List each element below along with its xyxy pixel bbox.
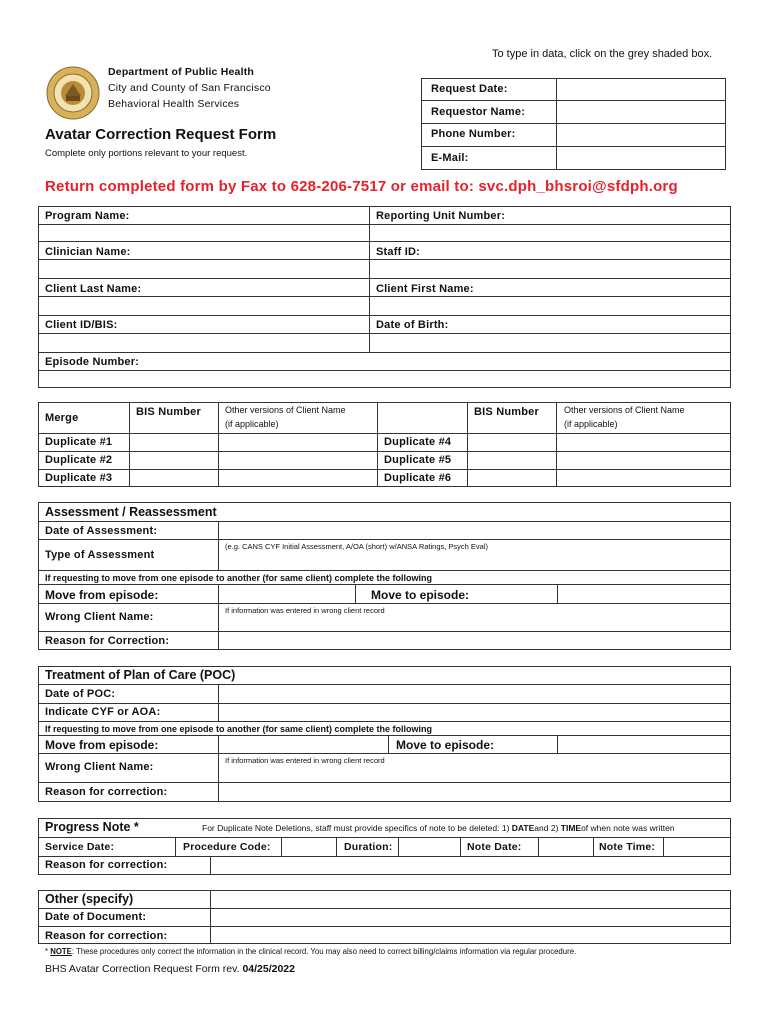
assessment-wrong-client-label: Wrong Client Name: <box>45 611 154 623</box>
poc-move-to-field[interactable] <box>559 737 729 752</box>
city-seal-logo <box>46 66 100 120</box>
assessment-move-from-field[interactable] <box>220 586 354 602</box>
other-date-field[interactable] <box>212 910 729 925</box>
other-specify-field[interactable] <box>212 892 729 907</box>
assessment-type-hint: (e.g. CANS CYF Initial Assessment, A/OA (short) w/ANSA Ratings, Psych Eval) <box>225 542 489 551</box>
poc-reason-field[interactable] <box>220 784 729 801</box>
note-date-field[interactable] <box>539 839 592 855</box>
poc-date-label: Date of POC: <box>45 688 116 700</box>
assessment-wrong-hint: If information was entered in wrong client record <box>225 606 385 615</box>
program-name-label: Program Name: <box>45 210 130 222</box>
duplicate-3-label: Duplicate #3 <box>45 472 113 484</box>
duplicate-1-label: Duplicate #1 <box>45 436 113 448</box>
procedure-code-label: Procedure Code: <box>183 841 271 853</box>
email-label: E-Mail: <box>431 152 469 164</box>
client-last-name-label: Client Last Name: <box>45 283 142 295</box>
note-time-label: Note Time: <box>599 841 656 853</box>
date-of-birth-label: Date of Birth: <box>376 319 449 331</box>
duration-label: Duration: <box>344 841 393 853</box>
requestor-name-field[interactable] <box>558 102 724 122</box>
if-applicable-right: (if applicable) <box>564 419 618 429</box>
dept-line-2: City and County of San Francisco <box>108 82 271 94</box>
progress-reason-label: Reason for correction: <box>45 859 168 871</box>
clinician-name-label: Clinician Name: <box>45 246 131 258</box>
duplicate-2-label: Duplicate #2 <box>45 454 113 466</box>
footnote: * NOTE: These procedures only correct the information in the clinical record. You may also need to correct billing/claims information via regular procedure. <box>45 947 577 956</box>
service-date-field[interactable] <box>128 839 174 855</box>
note-date-label: Note Date: <box>467 841 522 853</box>
assessment-type-label: Type of Assessment <box>45 549 155 561</box>
other-date-label: Date of Document: <box>45 911 147 923</box>
poc-wrong-hint: If information was entered in wrong client record <box>225 756 385 765</box>
date-of-birth-field[interactable] <box>371 335 729 351</box>
progress-note-instruction: For Duplicate Note Deletions, staff must provide specifics of note to be deleted: 1) DATEand 2) TIMEof when note was written <box>202 823 675 833</box>
duration-field[interactable] <box>399 839 459 855</box>
assessment-date-label: Date of Assessment: <box>45 525 158 537</box>
dept-line-1: Department of Public Health <box>108 66 255 78</box>
return-instructions: Return completed form by Fax to 628-206-7517 or email to: svc.dph_bhsroi@sfdph.org <box>45 178 678 195</box>
poc-date-field[interactable] <box>220 686 729 702</box>
if-applicable-left: (if applicable) <box>225 419 279 429</box>
requestor-name-label: Requestor Name: <box>431 106 526 118</box>
request-date-field[interactable] <box>558 80 724 99</box>
phone-number-field[interactable] <box>558 125 724 145</box>
assessment-reason-field[interactable] <box>220 633 729 649</box>
merge-label: Merge <box>45 412 79 424</box>
note-time-field[interactable] <box>664 839 729 855</box>
poc-reason-label: Reason for correction: <box>45 786 168 798</box>
service-date-label: Service Date: <box>45 841 115 853</box>
progress-note-heading: Progress Note * <box>45 820 139 834</box>
client-first-name-label: Client First Name: <box>376 283 474 295</box>
form-title: Avatar Correction Request Form <box>45 126 277 143</box>
other-reason-field[interactable] <box>212 928 729 943</box>
other-heading: Other (specify) <box>45 892 134 906</box>
assessment-move-to-label: Move to episode: <box>371 588 470 602</box>
assessment-move-to-field[interactable] <box>559 586 729 602</box>
progress-reason-field[interactable] <box>212 858 729 874</box>
poc-wrong-client-label: Wrong Client Name: <box>45 761 154 773</box>
poc-indicate-label: Indicate CYF or AOA: <box>45 706 161 718</box>
client-id-field[interactable] <box>40 335 368 351</box>
client-first-name-field[interactable] <box>371 298 729 314</box>
poc-move-from-label: Move from episode: <box>45 738 159 752</box>
assessment-move-from-label: Move from episode: <box>45 588 159 602</box>
duplicate-5-label: Duplicate #5 <box>384 454 452 466</box>
clinician-name-field[interactable] <box>40 261 368 277</box>
client-last-name-field[interactable] <box>40 298 368 314</box>
email-field[interactable] <box>558 148 724 168</box>
instruction-text: To type in data, click on the grey shaded box. <box>492 48 713 60</box>
procedure-code-field[interactable] <box>282 839 335 855</box>
poc-move-to-label: Move to episode: <box>396 738 495 752</box>
episode-number-label: Episode Number: <box>45 356 140 368</box>
other-reason-label: Reason for correction: <box>45 930 168 942</box>
phone-number-label: Phone Number: <box>431 128 516 140</box>
duplicate-4-label: Duplicate #4 <box>384 436 452 448</box>
client-id-label: Client ID/BIS: <box>45 319 118 331</box>
staff-id-field[interactable] <box>371 261 729 277</box>
dept-line-3: Behavioral Health Services <box>108 98 240 110</box>
other-versions-header-left: Other versions of Client Name <box>225 405 346 415</box>
poc-indicate-field[interactable] <box>220 705 729 720</box>
reporting-unit-label: Reporting Unit Number: <box>376 210 506 222</box>
reporting-unit-field[interactable] <box>371 226 729 240</box>
footer-revision: BHS Avatar Correction Request Form rev. 04/25/2022 <box>45 963 295 975</box>
assessment-date-field[interactable] <box>220 523 729 538</box>
assessment-reason-label: Reason for Correction: <box>45 635 170 647</box>
program-name-field[interactable] <box>40 226 368 240</box>
poc-heading: Treatment of Plan of Care (POC) <box>45 668 236 682</box>
assessment-move-note: If requesting to move from one episode to another (for same client) complete the following <box>45 573 433 583</box>
poc-move-note: If requesting to move from one episode to another (for same client) complete the following <box>45 724 433 734</box>
poc-move-from-field[interactable] <box>220 737 387 752</box>
staff-id-label: Staff ID: <box>376 246 420 258</box>
bis-number-header-left: BIS Number <box>136 406 201 418</box>
other-versions-header-right: Other versions of Client Name <box>564 405 685 415</box>
bis-number-header-right: BIS Number <box>474 406 539 418</box>
episode-number-field[interactable] <box>40 372 729 387</box>
form-subtitle: Complete only portions relevant to your request. <box>45 148 248 159</box>
request-date-label: Request Date: <box>431 83 508 95</box>
duplicate-6-label: Duplicate #6 <box>384 472 452 484</box>
assessment-heading: Assessment / Reassessment <box>45 505 217 519</box>
